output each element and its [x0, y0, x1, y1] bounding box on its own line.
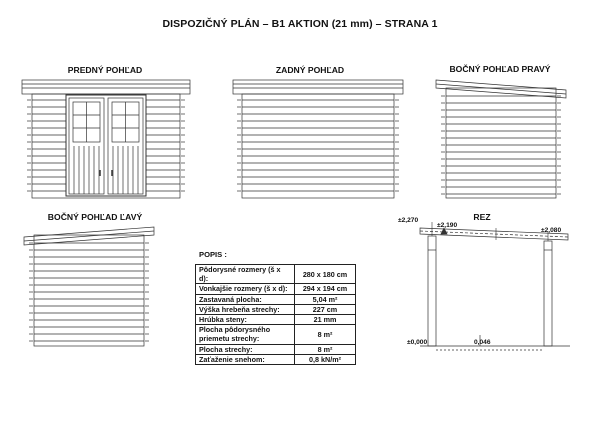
page-title: DISPOZIČNÝ PLÁN – B1 AKTION (21 mm) – STRANA 1 — [162, 18, 438, 30]
section-view-label: REZ — [473, 212, 491, 222]
specs-title: POPIS : — [199, 250, 227, 259]
front-view-label: PREDNÝ POHĽAD — [67, 65, 143, 75]
right-side-view-drawing — [436, 80, 566, 198]
spec-row — [196, 294, 356, 304]
spec-row — [196, 325, 356, 344]
spec-value: 21 mm — [295, 315, 356, 325]
dim-top-right: ±2,080 — [541, 227, 562, 234]
spec-row — [196, 344, 356, 354]
spec-label: Vonkajšie rozmery (š x d): — [196, 284, 295, 294]
spec-value: 8 m² — [295, 325, 356, 344]
spec-value: 227 cm — [295, 304, 356, 314]
spec-label: Pôdorysné rozmery (š x d): — [196, 265, 295, 284]
spec-label: Plocha pôdorysného priemetu strechy: — [196, 325, 295, 344]
spec-value: 280 x 180 cm — [295, 265, 356, 284]
dim-bottom-left: ±0,000 — [407, 339, 428, 346]
spec-row — [196, 354, 356, 364]
dim-top-mid: ±2,190 — [437, 222, 458, 229]
front-view-drawing — [22, 80, 190, 198]
back-view-drawing — [233, 80, 403, 198]
spec-value: 8 m² — [295, 344, 356, 354]
right-side-view-label: BOČNÝ POHĽAD PRAVÝ — [449, 64, 551, 74]
spec-value: 5,04 m² — [295, 294, 356, 304]
spec-value: 0,8 kN/m² — [295, 354, 356, 364]
spec-row — [196, 265, 356, 284]
spec-label: Zastavaná plocha: — [196, 294, 295, 304]
dim-top-left: ±2,270 — [398, 217, 419, 224]
spec-label: Zaťaženie snehom: — [196, 354, 295, 364]
spec-label: Výška hrebeňa strechy: — [196, 304, 295, 314]
left-side-view-drawing — [24, 227, 154, 346]
back-view-label: ZADNÝ POHĽAD — [275, 65, 345, 75]
dim-bottom-mid: 0,046 — [474, 339, 491, 346]
section-view-drawing — [420, 222, 570, 350]
spec-label: Hrúbka steny: — [196, 315, 295, 325]
left-side-view-label: BOČNÝ POHĽAD ĽAVÝ — [47, 212, 143, 222]
spec-row — [196, 315, 356, 325]
spec-value: 294 x 194 cm — [295, 284, 356, 294]
specs-table — [195, 264, 356, 365]
spec-row — [196, 284, 356, 294]
spec-row — [196, 304, 356, 314]
spec-label: Plocha strechy: — [196, 344, 295, 354]
